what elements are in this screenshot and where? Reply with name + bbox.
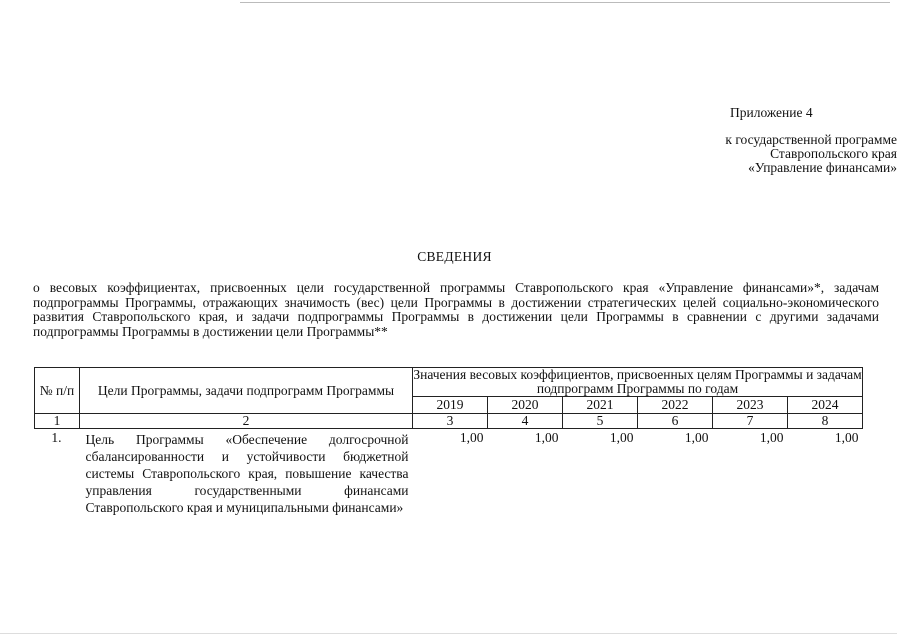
scan-edge-bottom: [0, 633, 897, 634]
table-row: [35, 429, 863, 517]
appendix-title: Приложение 4: [730, 105, 813, 120]
appendix-line-1-text: к государственной программе: [725, 132, 897, 147]
column-number: 7: [713, 414, 788, 429]
header-year: 2019: [413, 397, 488, 414]
column-number: 8: [788, 414, 863, 429]
document-heading: СВЕДЕНИЯ: [417, 249, 492, 264]
appendix-line-1: [0, 133, 897, 147]
column-number: 4: [488, 414, 563, 429]
appendix-line-3: [0, 161, 897, 175]
row-value: 1,00: [759, 430, 784, 445]
row-value: 1,00: [459, 430, 484, 445]
appendix-line-2: [0, 147, 897, 161]
scan-edge-top: [240, 2, 890, 3]
row-value: 1,00: [609, 430, 634, 445]
row-value: 1,00: [684, 430, 709, 445]
header-year: 2024: [788, 397, 863, 414]
row-goal: Цель Программы «Обеспечение долгосрочной сбалансированности и устойчивости бюджетной системы Ставропольского края, повышение качества управления государственными финансами Ставропольского края и муниципальными финансами»: [85, 432, 409, 515]
row-value: 1,00: [534, 430, 559, 445]
row-value: 1,00: [834, 430, 859, 445]
header-year: 2022: [638, 397, 713, 414]
column-number: 1: [35, 414, 80, 429]
header-values: Значения весовых коэффициентов, присвоенных целям Программы и задачам подпрограмм Программы по годам: [413, 367, 862, 396]
table-column-numbers-row: [35, 414, 863, 429]
appendix-line-3-text: «Управление финансами»: [748, 160, 897, 175]
header-goal: Цели Программы, задачи подпрограмм Программы: [80, 368, 413, 414]
column-number: 6: [638, 414, 713, 429]
column-number: 2: [80, 414, 413, 429]
column-number: 3: [413, 414, 488, 429]
coefficients-table: [34, 367, 863, 516]
appendix-line-2-text: Ставропольского края: [770, 146, 897, 161]
column-number: 5: [563, 414, 638, 429]
header-year: 2023: [713, 397, 788, 414]
header-year: 2020: [488, 397, 563, 414]
row-number: 1.: [51, 430, 62, 445]
header-no: № п/п: [35, 368, 80, 414]
table-header-row: [35, 368, 863, 397]
document-intro: о весовых коэффициентах, присвоенных цели государственной программы Ставропольского края «Управление финансами»*, задачам подпрограммы Программы, отражающих значимость (вес) цели Программы в достижении стратегических целей социально-экономического развития Ставропольского края, и задачи подпрограммы Программы в достижении цели Программы в сравнении с другими задачами подпрограммы Программы в достижении цели Программы**: [33, 280, 879, 339]
header-year: 2021: [563, 397, 638, 414]
